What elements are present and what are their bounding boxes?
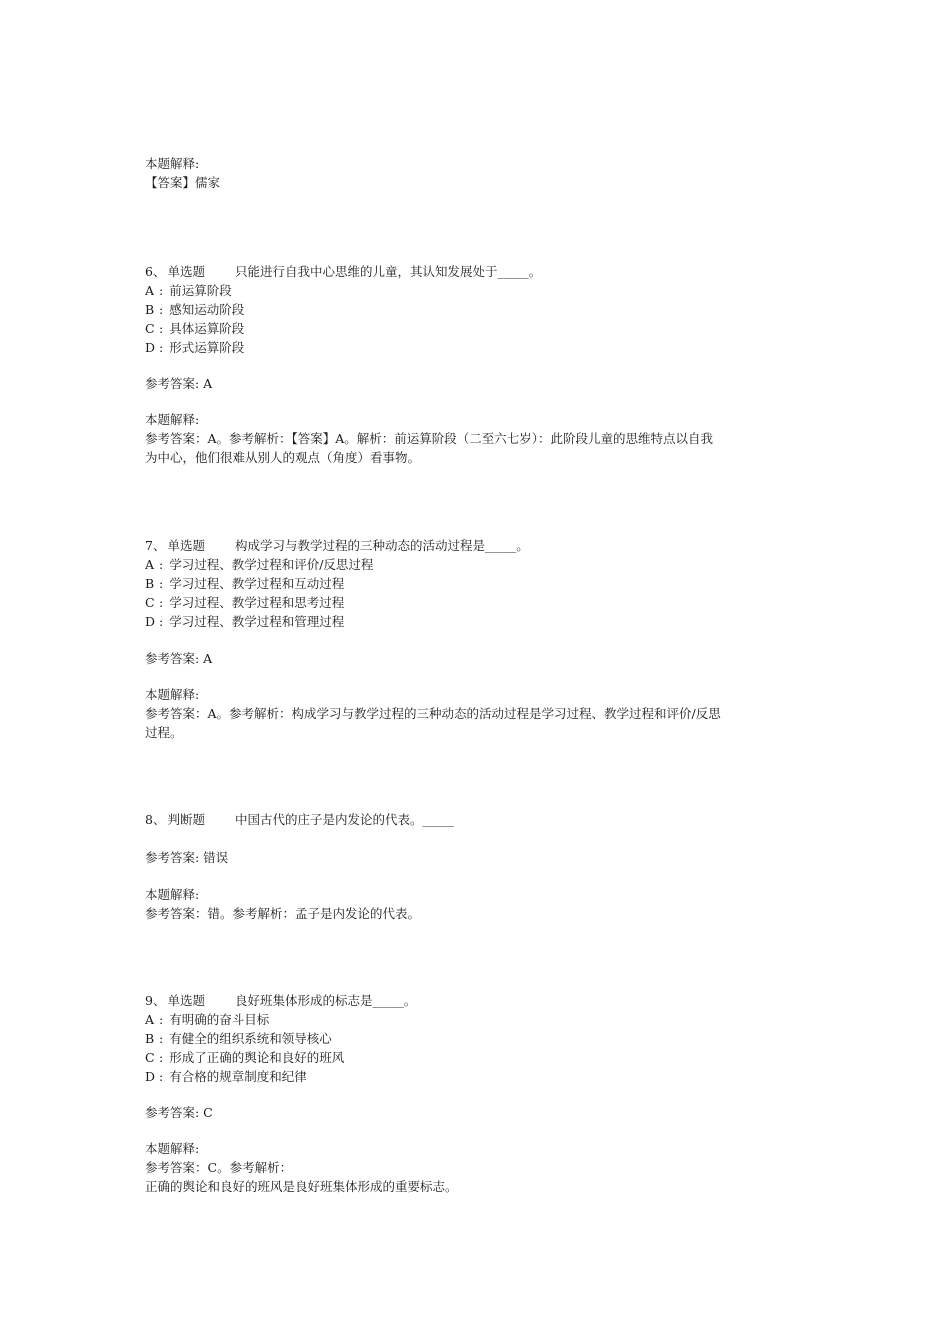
option-letter: D: [145, 1069, 156, 1084]
explain-line: 过程。: [145, 725, 183, 740]
question-text: 构成学习与教学过程的三种动态的活动过程是_____。: [234, 538, 529, 553]
question-number: 9、: [145, 993, 166, 1008]
answer-9: [145, 1103, 815, 1122]
option-separator: :: [159, 321, 164, 336]
option-a: [145, 555, 815, 574]
option-separator: :: [159, 340, 164, 355]
question-number: 6、: [145, 264, 166, 279]
question-number: 7、: [145, 538, 166, 553]
explanation-7: [145, 685, 815, 742]
option-text: 感知运动阶段: [169, 302, 245, 317]
option-text: 学习过程、教学过程和思考过程: [169, 595, 345, 610]
answer-line: 参考答案: 错误: [145, 850, 229, 865]
explain-line: 参考答案：A。参考解析：【答案】A。解析：前运算阶段（二至六七岁）：此阶段儿童的思维特点以自我: [145, 431, 714, 446]
option-text: 学习过程、教学过程和评价/反思过程: [169, 557, 374, 572]
option-c: [145, 319, 815, 338]
answer-line: 参考答案: A: [145, 651, 213, 666]
option-separator: :: [159, 614, 164, 629]
option-text: 形式运算阶段: [169, 340, 245, 355]
answer-7: [145, 649, 815, 668]
option-b: [145, 1029, 815, 1048]
option-separator: :: [159, 1069, 164, 1084]
option-separator: :: [159, 283, 164, 298]
answer-8: [145, 848, 815, 867]
option-letter: B: [145, 576, 155, 591]
option-text: 前运算阶段: [169, 283, 232, 298]
question-type: 单选题: [167, 264, 205, 279]
option-d: [145, 1067, 815, 1086]
question-text: 中国古代的庄子是内发论的代表。_____: [234, 812, 454, 827]
explain-line: 参考答案：A。参考解析：构成学习与教学过程的三种动态的活动过程是学习过程、教学过程和评价/反思: [145, 706, 721, 721]
option-a: [145, 281, 815, 300]
option-separator: :: [159, 302, 164, 317]
explain-label: 本题解释:: [145, 412, 200, 427]
option-letter: B: [145, 302, 155, 317]
question-9: [145, 991, 815, 1086]
option-letter: C: [145, 1050, 155, 1065]
option-separator: :: [159, 1012, 164, 1027]
option-b: [145, 300, 815, 319]
option-a: [145, 1010, 815, 1029]
question-header: [145, 262, 815, 281]
explain-label: 本题解释:: [145, 156, 200, 171]
option-letter: A: [145, 1012, 155, 1027]
option-letter: C: [145, 321, 155, 336]
option-separator: :: [159, 576, 164, 591]
question-text: 只能进行自我中心思维的儿童，其认知发展处于_____。: [234, 264, 542, 279]
explain-label: 本题解释:: [145, 1141, 200, 1156]
question-number: 8、: [145, 812, 166, 827]
explanation-9: [145, 1139, 815, 1196]
explanation-6: [145, 410, 815, 467]
option-letter: A: [145, 557, 155, 572]
explanation-8: [145, 885, 815, 923]
answer-line: 参考答案: A: [145, 376, 213, 391]
option-separator: :: [159, 557, 164, 572]
explain-text: 【答案】儒家: [145, 175, 221, 190]
explain-line: 参考答案：C。参考解析：: [145, 1160, 293, 1175]
option-text: 有合格的规章制度和纪律: [169, 1069, 307, 1084]
option-letter: C: [145, 595, 155, 610]
option-d: [145, 612, 815, 631]
option-letter: A: [145, 283, 155, 298]
question-7: [145, 536, 815, 631]
option-separator: :: [159, 1031, 164, 1046]
option-text: 有健全的组织系统和领导核心: [169, 1031, 332, 1046]
option-b: [145, 574, 815, 593]
option-letter: D: [145, 614, 156, 629]
option-c: [145, 1048, 815, 1067]
question-header: [145, 810, 815, 829]
option-text: 学习过程、教学过程和互动过程: [169, 576, 345, 591]
question-text: 良好班集体形成的标志是_____。: [234, 993, 417, 1008]
explain-line: 为中心，他们很难从别人的观点（角度）看事物。: [145, 450, 421, 465]
explain-line: 正确的舆论和良好的班风是良好班集体形成的重要标志。: [145, 1179, 458, 1194]
question-type: 单选题: [167, 538, 205, 553]
option-separator: :: [159, 1050, 164, 1065]
option-c: [145, 593, 815, 612]
question-type: 判断题: [167, 812, 205, 827]
question-8: [145, 810, 815, 829]
explain-label: 本题解释:: [145, 687, 200, 702]
option-text: 学习过程、教学过程和管理过程: [169, 614, 345, 629]
option-letter: B: [145, 1031, 155, 1046]
option-d: [145, 338, 815, 357]
option-separator: :: [159, 595, 164, 610]
option-text: 形成了正确的舆论和良好的班风: [169, 1050, 345, 1065]
answer-6: [145, 374, 815, 393]
answer-line: 参考答案: C: [145, 1105, 213, 1120]
question-type: 单选题: [167, 993, 205, 1008]
question-6: [145, 262, 815, 357]
option-letter: D: [145, 340, 156, 355]
explain-line: 参考答案：错。参考解析：孟子是内发论的代表。: [145, 906, 421, 921]
question-header: [145, 991, 815, 1010]
explain-label: 本题解释:: [145, 887, 200, 902]
question-5-explanation: [145, 154, 815, 192]
option-text: 具体运算阶段: [169, 321, 245, 336]
option-text: 有明确的奋斗目标: [169, 1012, 270, 1027]
question-header: [145, 536, 815, 555]
